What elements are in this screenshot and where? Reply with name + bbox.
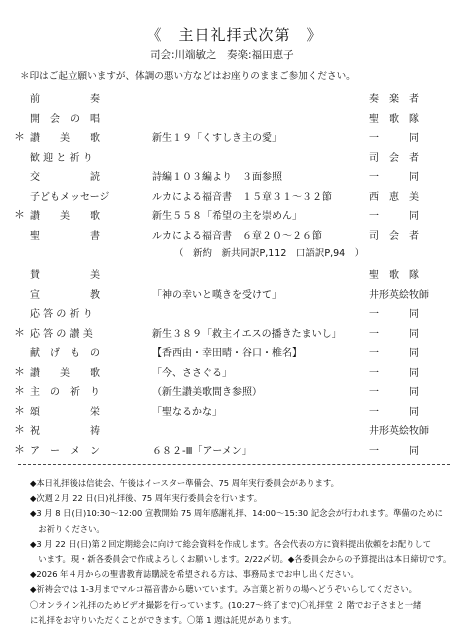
order-row [14,398,459,418]
item-person: 一 同 [369,172,419,183]
order-row [14,222,459,242]
order-row [14,437,459,457]
item-content: ルカによる福音書 １５章３１～３２節 [152,191,332,203]
standing-notice: ＊印はご起立願いますが、体調の悪い方などはお座りのままご参加ください。 [20,71,356,82]
order-row [14,85,459,105]
order-of-service [14,85,459,456]
item-content: 新生３８９「救主イエスの播きたまいし」 [152,328,342,340]
bible-reference [14,241,459,261]
item-person: 一 同 [369,406,419,418]
item-person: 聖 歌 隊 [369,270,419,281]
item-content: 詩編１０３編より ３面参照 [152,172,282,183]
order-row [14,183,459,203]
announcement-line: ◆次週２月 22 日(日)礼拝後、75 周年実行委員会を行います。 [30,493,263,504]
announcement-line: に礼拝をお守りいただくことができます。〇第 1 週は託児があります。 [30,614,297,625]
item-person: 井形英絵牧師 [369,426,429,437]
item-person: 一 同 [369,309,419,320]
stand-mark: ＊ [14,130,25,143]
item-content: （新生讃美歌間き参照） [152,387,262,398]
announcements [30,476,460,628]
order-row [14,261,459,281]
order-row [14,281,459,301]
announcement-line: ◆2026 年４月からの聖書教育誌購読を希望される方は、事務局までお申し出ください。 [30,569,359,580]
item-label: 聖 書 [30,230,100,242]
item-person: 井形英絵牧師 [369,289,429,301]
item-person: 一 同 [369,387,419,398]
order-row [14,320,459,340]
item-content: ルカによる福音書 ６章２０～２６節 [152,230,322,242]
stand-mark: ＊ [14,325,25,339]
item-person: 一 同 [369,133,419,144]
stand-mark: ＊ [14,423,25,436]
stand-mark: ＊ [14,208,25,221]
item-person: 一 同 [369,328,419,340]
item-content: 【香西由・幸田晴・谷口・椎名】 [152,348,302,359]
stand-mark: ＊ [14,384,25,397]
announcement-line: 〇オンライン礼拝のためビデオ撮影を行っています。(10:27～終了まで)〇礼拝堂 ２ 階でお子さまと一緒 [30,599,422,610]
order-row [14,417,459,437]
item-content: 新生５５８「希望の主を崇めん」 [152,211,302,222]
announcement-line: ◆3 月 22 日(日)第２回定期総会に向けて総会資料を作成します。各会代表の方に資料提出依頼をお配りして [30,538,432,549]
order-row [14,163,459,183]
item-content: 「聖なるかな」 [152,406,222,418]
announcement-line: ◆祈祷会では 1-3月までマルコ福音書から聴いています。み言葉と祈りの場へどうぞいらしてください。 [30,584,417,595]
item-label: 献 げ も の [30,348,100,359]
item-label: 応 答 の 讃 美 [30,328,93,340]
item-label: 賛 美 [30,270,100,281]
item-label: ア ー メ ン [30,445,100,457]
item-person: 司 会 者 [369,152,419,164]
announcement-line: お祈りください。 [30,523,105,534]
bible-reference-text: （ 新約 新共同訳P,112 口語訳P,94 ） [174,248,365,259]
stand-mark: ＊ [14,403,25,417]
item-person: 一 同 [369,367,419,379]
item-label: 応 答 の 祈 り [30,309,93,320]
announcement-line: います。現・新各委員会で作成よろしくお願いします。2/22〆切。◆各委員会からの予算提出は本日締切です。 [30,554,452,565]
item-label: 讃 美 歌 [30,211,100,222]
announcement-line: ◆3 月 8 日(日)10:30～12:00 宣教開始 75 周年感謝礼拝、14:00～15:30 記念会が行われます。準備のために [30,508,443,519]
item-content: ６８２-Ⅲ「アーメン」 [152,445,252,457]
section-divider [18,464,450,465]
item-person: 一 同 [369,211,419,222]
item-label: 祝 祷 [30,426,100,437]
item-label: 主 の 祈 り [30,387,100,398]
stand-mark: ＊ [14,364,25,378]
item-person: 一 同 [369,445,419,457]
item-person: 奏 楽 者 [369,94,419,105]
item-content: 新生１９「くすしき主の愛」 [152,133,282,144]
item-person: 一 同 [369,348,419,359]
item-label: 宣 教 [30,289,100,301]
order-row [14,124,459,144]
item-label: 讃 美 歌 [30,367,100,379]
item-label: 讃 美 歌 [30,133,100,144]
order-row [14,378,459,398]
item-label: 前 奏 [30,94,100,105]
page-title: 《 主日礼拝式次第 》 [146,26,323,44]
item-person: 司 会 者 [369,230,419,242]
presider-line: 司会:川端敏之 奏楽:福田恵子 [150,49,294,61]
order-row [14,105,459,125]
stand-mark: ＊ [14,442,25,456]
order-row [14,359,459,379]
order-row [14,339,459,359]
item-label: 交 読 [30,172,100,183]
item-label: 頌 栄 [30,406,100,418]
order-row [14,202,459,222]
item-person: 西 恵 美 [369,191,419,203]
order-row [14,144,459,164]
item-label: 開 会 の 唱 [30,113,100,125]
item-content: 「今、ささぐる」 [152,367,232,379]
item-person: 聖 歌 隊 [369,113,419,125]
announcement-line: ◆本日礼拝後は信徒会、午後はイースター準備会、75 周年実行委員会があります。 [30,478,339,488]
order-row [14,300,459,320]
item-label: 歓 迎 と 祈 り [30,152,93,164]
item-label: 子どもメッセージ [30,191,110,203]
item-content: 「神の幸いと嘆きを受けて」 [152,289,282,301]
